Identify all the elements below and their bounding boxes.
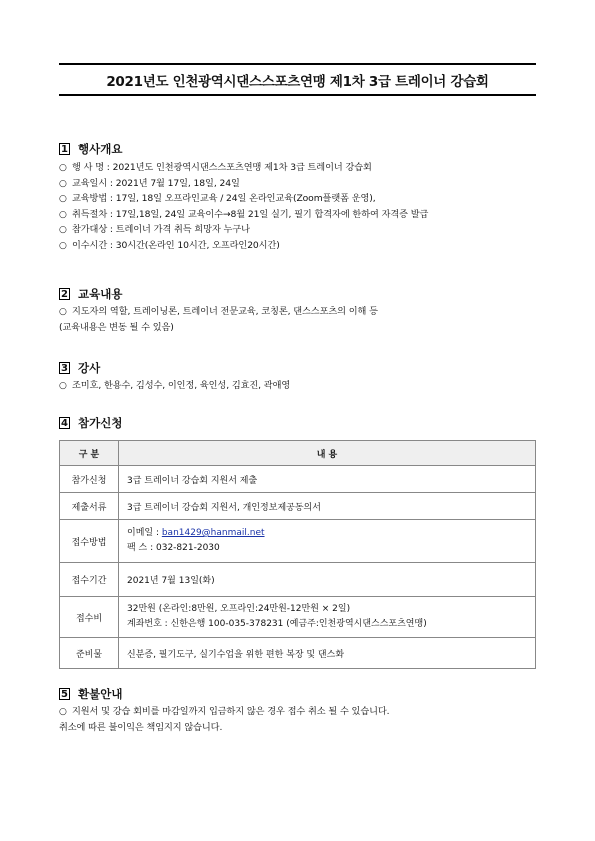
table-row bbox=[60, 493, 536, 520]
header-content: 내 용 bbox=[119, 441, 536, 466]
table-row bbox=[60, 638, 536, 669]
row-value: 3급 트레이너 강습회 지원서, 개인정보제공동의서 bbox=[119, 493, 536, 520]
section-overview bbox=[59, 141, 428, 253]
overview-item: ○ 교육일시 : 2021년 7월 17일, 18일, 24일 bbox=[59, 176, 428, 192]
overview-item: ○ 취득절차 : 17일,18일, 24일 교육이수→8월 21일 실기, 필기 합격자에 한하여 자격증 발급 bbox=[59, 207, 428, 223]
section-number-box: 3 bbox=[59, 362, 70, 374]
section-content bbox=[59, 286, 378, 335]
application-table bbox=[59, 440, 536, 669]
document-title-box bbox=[59, 63, 536, 96]
document-title: 2021년도 인천광역시댄스스포츠연맹 제1차 3급 트레이너 강습회 bbox=[106, 73, 489, 90]
bullet-icon: ○ bbox=[59, 707, 67, 717]
email-link[interactable]: ban1429@hanmail.net bbox=[161, 528, 265, 538]
row-label: 접수방법 bbox=[60, 520, 119, 563]
bullet-icon: ○ bbox=[59, 209, 67, 220]
fax-line: 팩 스 : 032-821-2030 bbox=[127, 543, 220, 553]
email-line: 이메일 : ban1429@hanmail.net bbox=[127, 528, 265, 538]
section-number-box: 1 bbox=[59, 143, 70, 155]
section-content-header bbox=[59, 286, 378, 302]
account-line: 계좌번호 : 신한은행 100-035-378231 (예금주:인천광역시댄스스포츠연맹) bbox=[127, 619, 427, 629]
section-number-box: 2 bbox=[59, 288, 70, 300]
row-value bbox=[119, 597, 536, 638]
bullet-icon: ○ bbox=[59, 381, 67, 391]
row-label: 접수비 bbox=[60, 597, 119, 638]
row-value: 3급 트레이너 강습회 지원서 제출 bbox=[119, 466, 536, 493]
header-category: 구 분 bbox=[60, 441, 119, 466]
row-label: 참가신청 bbox=[60, 466, 119, 493]
table-row bbox=[60, 466, 536, 493]
fee-line: 32만원 (온라인:8만원, 오프라인:24만원-12만원 × 2일) bbox=[127, 604, 351, 614]
section-instructors bbox=[59, 360, 290, 394]
overview-item: ○ 행 사 명 : 2021년도 인천광역시댄스스포츠연맹 제1차 3급 트레이너 강습회 bbox=[59, 160, 428, 176]
section-title: 환불안내 bbox=[78, 687, 123, 701]
bullet-icon: ○ bbox=[59, 225, 67, 235]
table-row bbox=[60, 520, 536, 563]
section-title: 행사개요 bbox=[78, 142, 123, 156]
content-note: (교육내용은 변동 될 수 있음) bbox=[59, 321, 174, 333]
row-label: 접수기간 bbox=[60, 563, 119, 597]
row-value: 신분증, 필기도구, 실기수업을 위한 편한 복장 및 댄스화 bbox=[119, 638, 536, 669]
section-title: 교육내용 bbox=[78, 287, 123, 301]
overview-item: ○ 교육방법 : 17일, 18일 오프라인교육 / 24일 온라인교육(Zoom플랫폼 운영), bbox=[59, 191, 428, 207]
section-application-header bbox=[59, 415, 122, 431]
section-application bbox=[59, 415, 122, 431]
bullet-icon: ○ bbox=[59, 178, 67, 189]
row-value bbox=[119, 520, 536, 563]
refund-note: 취소에 따른 불이익은 책임지지 않습니다. bbox=[59, 721, 223, 733]
bullet-icon: ○ bbox=[59, 240, 67, 251]
section-refund bbox=[59, 686, 389, 735]
overview-item: ○ 이수시간 : 30시간(온라인 10시간, 오프라인20시간) bbox=[59, 238, 428, 254]
bullet-icon: ○ bbox=[59, 163, 67, 173]
section-number-box: 5 bbox=[59, 688, 70, 700]
overview-item: ○ 참가대상 : 트레이너 가격 취득 희망자 누구나 bbox=[59, 222, 428, 238]
bullet-icon: ○ bbox=[59, 307, 67, 317]
instructors-line: ○ 조미호, 한용수, 김성수, 이인정, 육인성, 김효진, 곽애영 bbox=[59, 378, 290, 394]
section-number-box: 4 bbox=[59, 417, 70, 429]
section-refund-header bbox=[59, 686, 389, 702]
bullet-icon: ○ bbox=[59, 194, 67, 204]
section-instructors-header bbox=[59, 360, 290, 376]
refund-line: ○ 지원서 및 강습 회비를 마감일까지 입금하지 않은 경우 접수 취소 될 수 있습니다. bbox=[59, 704, 389, 720]
row-label: 제출서류 bbox=[60, 493, 119, 520]
table-header-row bbox=[60, 441, 536, 466]
section-title: 강사 bbox=[78, 361, 101, 375]
row-value: 2021년 7월 13일(화) bbox=[119, 563, 536, 597]
table-row bbox=[60, 563, 536, 597]
row-label: 준비물 bbox=[60, 638, 119, 669]
content-line: ○ 지도자의 역할, 트레이닝론, 트레이너 전문교육, 코칭론, 댄스스포츠의 이해 등 bbox=[59, 304, 378, 320]
section-overview-header bbox=[59, 141, 428, 157]
table-row bbox=[60, 597, 536, 638]
section-title: 참가신청 bbox=[78, 416, 123, 430]
